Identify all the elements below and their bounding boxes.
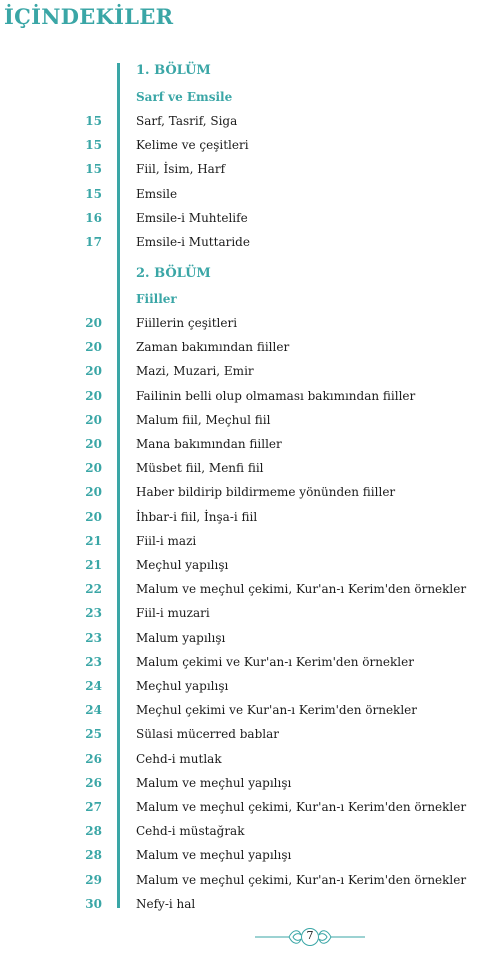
toc-entry[interactable] xyxy=(0,675,484,699)
toc-entry-title: Malum fiil, Meçhul fiil xyxy=(136,412,271,427)
toc-page-number: 15 xyxy=(85,138,102,153)
toc-page-number: 20 xyxy=(85,412,102,427)
toc-entry-title: Cehd-i mutlak xyxy=(136,751,222,766)
toc-entry-title: Fiil-i mazi xyxy=(136,533,197,548)
toc-entry[interactable] xyxy=(0,772,484,796)
toc-page-number: 24 xyxy=(85,679,102,693)
toc-entry-title: Fiil, İsim, Harf xyxy=(136,162,226,177)
toc-entry-title: Emsile xyxy=(136,186,178,201)
toc-entry[interactable] xyxy=(0,433,484,457)
toc-page-number: 25 xyxy=(85,727,102,742)
toc-entry[interactable] xyxy=(0,110,484,134)
toc-entry-title: Nefy-i hal xyxy=(136,896,196,911)
toc-entry-title: İhbar-i fiil, İnşa-i fiil xyxy=(136,509,258,524)
toc-entry-title: Malum ve meçhul çekimi, Kur'an-ı Kerim'den örnekler xyxy=(136,800,467,814)
toc-entry[interactable] xyxy=(0,893,484,917)
toc-page-number: 20 xyxy=(85,364,102,379)
toc-page-number: 23 xyxy=(85,654,102,669)
toc-page-number: 20 xyxy=(85,388,102,403)
toc-entry-title: Haber bildirip bildirmeme yönünden fiiller xyxy=(136,485,396,500)
toc-entry-title: Sarf, Tasrif, Siga xyxy=(136,114,238,128)
toc-page-number: 28 xyxy=(85,848,102,863)
toc-entry-title: Fiillerin çeşitleri xyxy=(136,316,238,330)
toc-entry[interactable] xyxy=(0,869,484,893)
toc-entry[interactable] xyxy=(0,312,484,336)
toc-entry[interactable] xyxy=(0,627,484,651)
toc-page-number: 20 xyxy=(85,316,102,330)
toc-entry[interactable] xyxy=(0,844,484,868)
toc-entry[interactable] xyxy=(0,506,484,530)
toc-page-number: 23 xyxy=(85,606,102,621)
toc-entry-title: Malum ve meçhul yapılışı xyxy=(136,848,292,863)
toc-entry-title: Zaman bakımından fiiller xyxy=(136,340,290,355)
toc-page-number: 23 xyxy=(85,630,102,645)
toc-page-number: 17 xyxy=(85,235,102,249)
toc-entry-title: Malum ve meçhul yapılışı xyxy=(136,775,292,790)
toc-entry[interactable] xyxy=(0,651,484,675)
toc-entry-title: Malum çekimi ve Kur'an-ı Kerim'den örnekler xyxy=(136,654,414,669)
section-subheading: Fiiller xyxy=(136,292,177,306)
toc-page-number: 16 xyxy=(85,210,102,225)
toc-entry[interactable] xyxy=(0,360,484,384)
toc-entry-title: Mazi, Muzari, Emir xyxy=(136,364,254,379)
toc-entry[interactable] xyxy=(0,820,484,844)
toc-entry[interactable] xyxy=(0,134,484,158)
toc-page-number: 24 xyxy=(85,703,102,718)
toc-entry-title: Meçhul yapılışı xyxy=(136,679,229,693)
toc-page-number: 15 xyxy=(85,186,102,201)
toc-page-number: 15 xyxy=(85,114,102,128)
toc-entry[interactable] xyxy=(0,231,484,255)
toc-entry-title: Mana bakımından fiiller xyxy=(136,437,282,451)
page-title: İÇİNDEKİLER xyxy=(4,4,174,29)
toc-page-number: 20 xyxy=(85,485,102,500)
toc-page-number: 30 xyxy=(85,896,102,911)
toc-page-number: 21 xyxy=(85,558,102,572)
toc-entry[interactable] xyxy=(0,723,484,747)
toc-entry-title: Meçhul yapılışı xyxy=(136,558,229,572)
toc-entry[interactable] xyxy=(0,554,484,578)
toc-page-number: 26 xyxy=(85,751,102,766)
toc-page-number: 29 xyxy=(85,872,102,887)
toc-entry[interactable] xyxy=(0,602,484,626)
toc-entry[interactable] xyxy=(0,158,484,182)
section-subheading: Sarf ve Emsile xyxy=(136,90,233,104)
toc-entry[interactable] xyxy=(0,796,484,820)
toc-entry-title: Failinin belli olup olmaması bakımından fiiller xyxy=(136,388,416,403)
toc-entry[interactable] xyxy=(0,457,484,481)
page-number: 7 xyxy=(306,929,314,942)
toc-entry-title: Emsile-i Muhtelife xyxy=(136,210,248,225)
section-heading: 1. BÖLÜM xyxy=(136,63,211,78)
toc-entry-title: Emsile-i Muttaride xyxy=(136,235,250,249)
toc-entry[interactable] xyxy=(0,183,484,207)
toc-entry[interactable] xyxy=(0,530,484,554)
toc-page-number: 20 xyxy=(85,437,102,451)
toc-entry[interactable] xyxy=(0,748,484,772)
toc-page-number: 27 xyxy=(85,800,102,814)
toc-entry[interactable] xyxy=(0,409,484,433)
toc-entry-title: Malum yapılışı xyxy=(136,630,226,645)
toc-entry-title: Malum ve meçhul çekimi, Kur'an-ı Kerim'den örnekler xyxy=(136,582,467,597)
toc-entry-title: Malum ve meçhul çekimi, Kur'an-ı Kerim'den örnekler xyxy=(136,872,467,887)
toc-page-number: 28 xyxy=(85,824,102,839)
toc-entry[interactable] xyxy=(0,699,484,723)
toc-entry[interactable] xyxy=(0,481,484,505)
toc-entry[interactable] xyxy=(0,207,484,231)
toc-entry-title: Müsbet fiil, Menfi fiil xyxy=(136,461,264,476)
toc-entry-title: Fiil-i muzari xyxy=(136,606,210,621)
toc-entry-title: Sülasi mücerred bablar xyxy=(136,727,279,742)
toc-page-number: 20 xyxy=(85,340,102,355)
toc-page-number: 20 xyxy=(85,461,102,476)
section-heading: 2. BÖLÜM xyxy=(136,266,211,281)
toc-entry[interactable] xyxy=(0,385,484,409)
toc-entry[interactable] xyxy=(0,336,484,360)
toc-page-number: 26 xyxy=(85,775,102,790)
toc-entry-title: Kelime ve çeşitleri xyxy=(136,138,249,153)
toc-entry-title: Cehd-i müstağrak xyxy=(136,824,245,839)
toc-page-number: 21 xyxy=(85,533,102,548)
page-footer-ornament xyxy=(255,925,365,949)
toc-entry-title: Meçhul çekimi ve Kur'an-ı Kerim'den örnekler xyxy=(136,703,417,718)
toc-entry[interactable] xyxy=(0,578,484,602)
toc-page-number: 15 xyxy=(85,162,102,177)
toc-page-number: 20 xyxy=(85,509,102,524)
toc-page-number: 22 xyxy=(85,582,102,597)
